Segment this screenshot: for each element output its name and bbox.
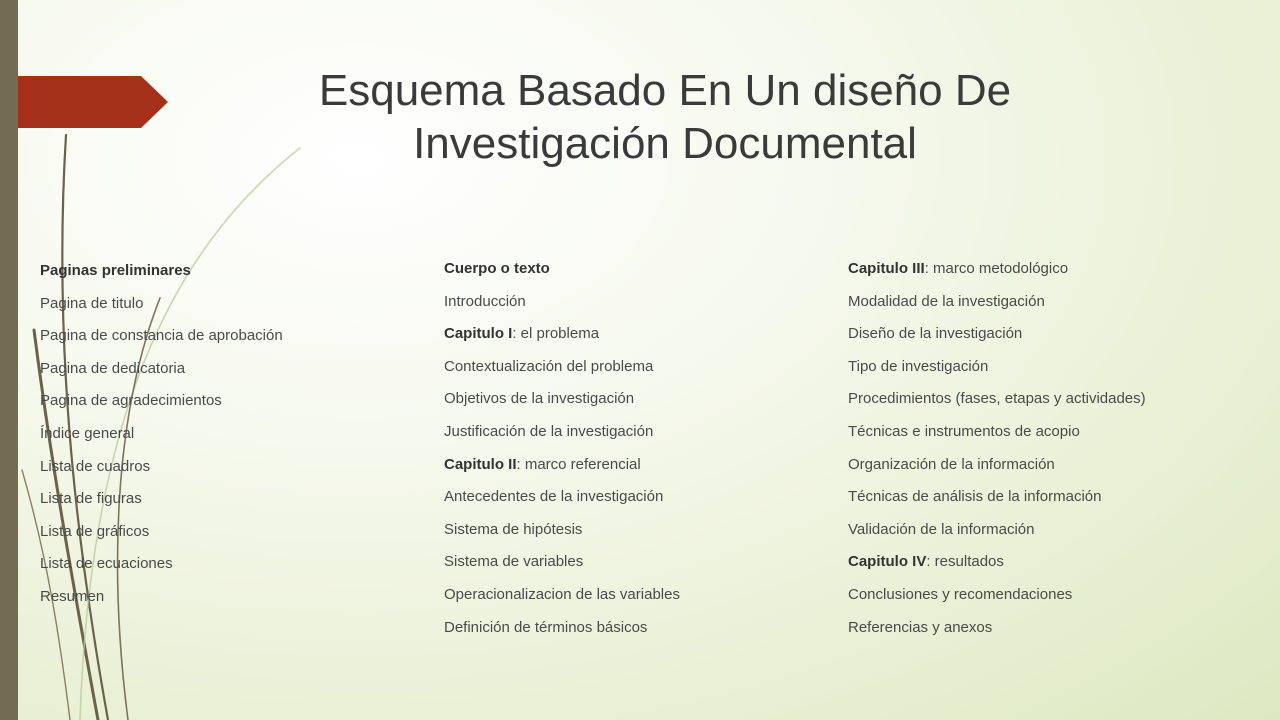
list-item-text: Procedimientos (fases, etapas y actividades) xyxy=(848,390,1146,408)
column-heading-text: : marco metodológico xyxy=(924,260,1069,277)
list-item-text: Contextualización del problema xyxy=(444,357,654,375)
slide-title xyxy=(225,64,1105,170)
list-item-text: Técnicas e instrumentos de acopio xyxy=(848,422,1080,440)
list-item-text: Definición de términos básicos xyxy=(444,618,648,636)
list-item xyxy=(848,421,1146,454)
list-item: Lista de cuadros xyxy=(40,457,151,475)
list-item: Pagina de dedicatoria xyxy=(40,359,186,377)
list-item: Resumen xyxy=(40,587,105,605)
list-item xyxy=(444,617,680,650)
list-item-text: : marco referencial xyxy=(516,455,641,473)
list-item xyxy=(444,519,680,552)
list-item-bold: Capitulo I xyxy=(444,325,513,343)
list-item: Pagina de constancia de aprobación xyxy=(40,327,283,345)
list-item-text: Modalidad de la investigación xyxy=(848,292,1045,310)
list-item xyxy=(444,454,680,487)
list-item xyxy=(444,388,680,421)
list-item xyxy=(848,291,1146,324)
column-heading-bold: Capitulo III xyxy=(848,260,925,277)
column-heading-text: Cuerpo o texto xyxy=(444,260,550,277)
list-item xyxy=(444,421,680,454)
list-item-text: Sistema de hipótesis xyxy=(444,520,583,538)
list-item xyxy=(444,291,680,324)
list-item-text: Tipo de investigación xyxy=(848,357,989,375)
list-item-text: Justificación de la investigación xyxy=(444,422,654,440)
column-heading xyxy=(40,260,283,293)
column-body-text xyxy=(444,258,680,649)
list-item xyxy=(444,486,680,519)
list-item-text: : resultados xyxy=(926,553,1004,571)
list-item-text: : el problema xyxy=(512,325,600,343)
list-item-text: Objetivos de la investigación xyxy=(444,390,635,408)
list-item: Lista de ecuaciones xyxy=(40,555,173,573)
arrow-accent-shape xyxy=(18,76,168,128)
list-item xyxy=(848,454,1146,487)
column-heading xyxy=(848,258,1146,291)
list-item xyxy=(848,617,1146,650)
list-item-text: Antecedentes de la investigación xyxy=(444,488,664,506)
list-item xyxy=(444,551,680,584)
left-accent-bar xyxy=(0,0,18,720)
list-item-text: Organización de la información xyxy=(848,455,1055,473)
list-item xyxy=(848,584,1146,617)
list-item-text: Sistema de variables xyxy=(444,553,584,571)
list-item-text: Validación de la información xyxy=(848,520,1035,538)
list-item: Índice general xyxy=(40,424,135,442)
list-item-text: Técnicas de análisis de la información xyxy=(848,488,1102,506)
list-item xyxy=(444,323,680,356)
list-item xyxy=(848,551,1146,584)
list-item-bold: Capitulo II xyxy=(444,455,517,473)
slide-title-line-1: Esquema Basado En Un diseño De xyxy=(318,66,1012,115)
slide-title-line-2: Investigación Documental xyxy=(413,119,917,168)
column-preliminary-pages xyxy=(40,260,283,619)
list-item xyxy=(848,356,1146,389)
list-item xyxy=(444,584,680,617)
list-item xyxy=(848,388,1146,421)
list-item-text: Introducción xyxy=(444,292,526,310)
list-item: Lista de gráficos xyxy=(40,522,150,540)
column-heading-text: Paginas preliminares xyxy=(40,262,191,279)
list-item: Lista de figuras xyxy=(40,490,142,508)
list-item-bold: Capitulo IV xyxy=(848,553,927,571)
list-item xyxy=(444,356,680,389)
list-item xyxy=(848,486,1146,519)
list-item xyxy=(848,519,1146,552)
list-item-text: Referencias y anexos xyxy=(848,618,993,636)
list-item-text: Diseño de la investigación xyxy=(848,325,1023,343)
list-item-text: Operacionalizacion de las variables xyxy=(444,585,680,603)
list-item: Pagina de agradecimientos xyxy=(40,392,222,410)
column-heading xyxy=(444,258,680,291)
list-item: Pagina de titulo xyxy=(40,294,144,312)
list-item xyxy=(848,323,1146,356)
list-item-text: Conclusiones y recomendaciones xyxy=(848,585,1073,603)
column-methodology xyxy=(848,258,1146,649)
